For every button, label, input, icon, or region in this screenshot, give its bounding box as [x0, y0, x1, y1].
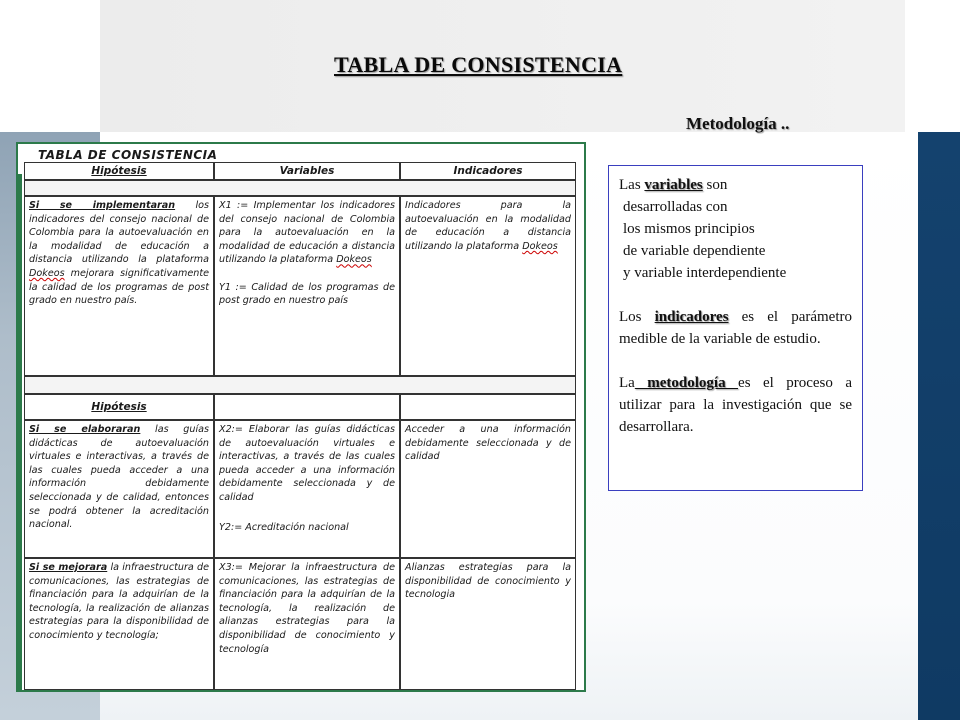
variables-line-4: y variable interdependiente: [623, 265, 787, 281]
paragraph-variables: [619, 174, 852, 284]
image-left-stripe: [18, 174, 22, 692]
row2-variable-x2: X2:= Elaborar las guías didácticas de autoevaluación virtuales e interactivas, a través de las cuales pueda acceder a una información debidamente seleccionada y de calidad: [219, 424, 395, 503]
row2-variables: [214, 420, 400, 558]
row1-indicator-text: Indicadores para la autoevaluación en la modalidad de educación a distancia utilizando la plataforma: [405, 200, 571, 252]
keyword-variables: variables: [644, 177, 703, 193]
slide-title: TABLA DE CONSISTENCIA: [334, 52, 623, 77]
row3-hypothesis-lead: Si se mejorara: [29, 562, 108, 573]
row-spacer: [24, 376, 576, 394]
right-blue-bar: [918, 132, 960, 720]
header-hipotesis-2: Hipótesis: [24, 394, 214, 420]
consistency-table-image: [16, 142, 586, 692]
metodologia-post: es el proceso a utilizar para la investigación que se desarrollara.: [619, 375, 852, 435]
row2-variable-y2: Y2:= Acreditación nacional: [219, 521, 349, 533]
header-indicadores: Indicadores: [400, 162, 576, 180]
row3-hypothesis-text: la infraestructura de comunicaciones, las estrategias de financiación para la adquirían de la tecnología, la realización de alianzas estrategias para la disponibilidad de conocimiento y tecnología;: [29, 562, 209, 641]
keyword-indicadores: indicadores: [654, 309, 729, 325]
row3-variables: X3:= Mejorar la infraestructura de comunicaciones, las estrategias de financiación para la adquirían de la tecnología, la realización de alianzas estrategias para la disponibilidad de conocimiento y tecnología: [214, 558, 400, 690]
row1-hypothesis-word: Dokeos: [29, 267, 65, 279]
row1-hypothesis: [24, 196, 214, 376]
paragraph-metodologia: [619, 372, 852, 438]
paragraph-gap: [619, 350, 852, 372]
row1-hypothesis-tail: mejorara significativamente la calidad de los programas de post grado en nuestro país.: [29, 267, 209, 307]
header-variables: Variables: [214, 162, 400, 180]
row2-indicators: Acceder a una información debidamente seleccionada y de calidad: [400, 420, 576, 558]
row1-variable-x1-word: Dokeos: [336, 254, 372, 266]
table-image-title: TABLA DE CONSISTENCIA: [38, 148, 218, 162]
row1-variable-y1: Y1 := Calidad de los programas de post grado en nuestro país: [219, 281, 395, 307]
variables-line-2: los mismos principios: [623, 221, 755, 237]
keyword-metodologia: metodología: [634, 375, 739, 391]
indicadores-pre: Los: [619, 309, 655, 325]
row3-hypothesis: [24, 558, 214, 690]
variables-line-1: desarrolladas con: [623, 199, 728, 215]
variables-first-line: [619, 174, 852, 196]
row1-variables: [214, 196, 400, 376]
header-empty-3: [400, 394, 576, 420]
row-spacer: [24, 180, 576, 196]
table-grid: [24, 162, 576, 690]
row1-hypothesis-text: los indicadores del consejo nacional de Colombia para la autoevaluación en la modalidad de educación a distancia utilizando la plataforma: [29, 200, 209, 266]
explanation-textbox: [608, 165, 863, 491]
row1-indicator-word: Dokeos: [522, 240, 558, 252]
indicadores-post: es el parámetro medible de la variable de estudio.: [619, 309, 853, 347]
slide-subtitle: Metodología ..: [686, 114, 790, 133]
variables-post: son: [702, 177, 728, 193]
row1-hypothesis-lead: Si se implementaran: [29, 200, 176, 211]
row2-hypothesis-lead: Si se elaboraran: [29, 424, 141, 435]
row2-hypothesis-text: las guías didácticas de autoevaluación virtuales e interactivas, a través de las cuales pueda acceder a una información debidamente seleccionada y de calidad, entonces se podrá obtener la acreditación nacional.: [29, 424, 209, 531]
variables-line-3: de variable dependiente: [623, 243, 766, 259]
paragraph-gap: [619, 284, 852, 306]
metodologia-pre: La: [619, 375, 635, 391]
variables-pre: Las: [619, 177, 645, 193]
row2-hypothesis: [24, 420, 214, 558]
row1-variable-x1: X1 := Implementar los indicadores del consejo nacional de Colombia para la autoevaluación en la modalidad de educación a distancia utilizando la plataforma: [219, 200, 395, 266]
row1-indicators: [400, 196, 576, 376]
header-empty-2: [214, 394, 400, 420]
header-hipotesis: Hipótesis: [24, 162, 214, 180]
row3-indicators: Alianzas estrategias para la disponibilidad de conocimiento y tecnologia: [400, 558, 576, 690]
paragraph-indicadores: [619, 306, 852, 350]
